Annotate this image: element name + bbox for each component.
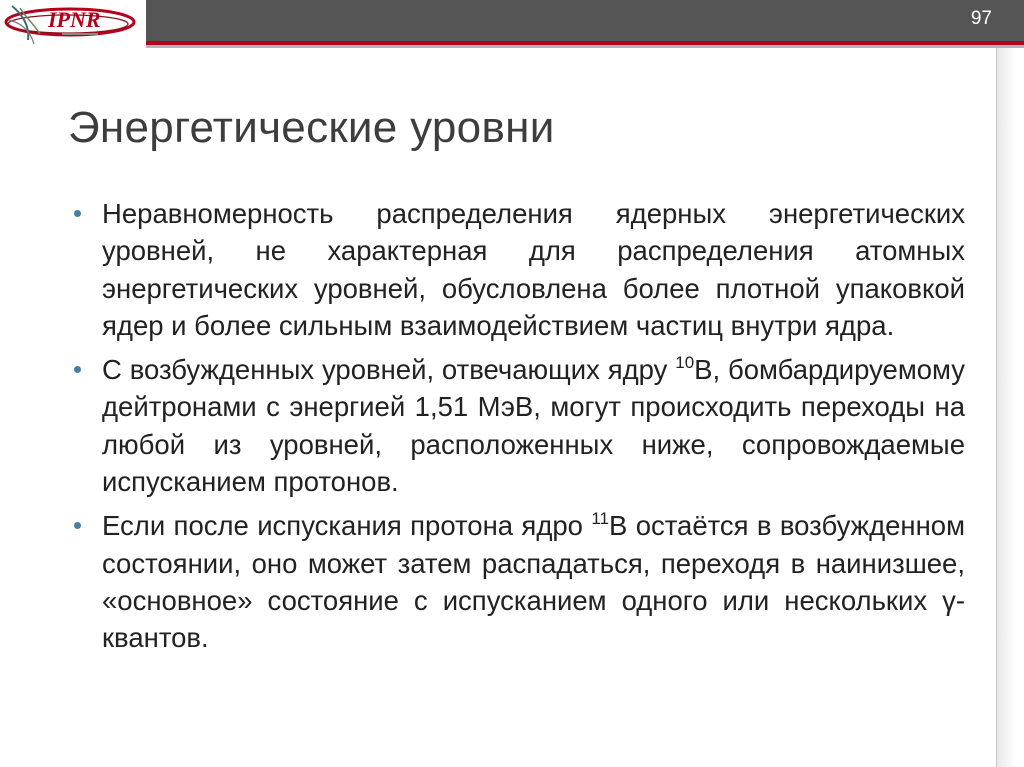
- bullet-dot-icon: [74, 210, 81, 217]
- bullet-text: Если после испускания протона ядро $^{11}$B остаётся в возбужденном состоянии, оно может затем распадаться, переходя в наинизшее, «основное» состояние с испусканием одного или нескольких γ-квантов.: [102, 509, 965, 654]
- bullet-dot-icon: [74, 366, 81, 373]
- ipnr-logo-icon: [0, 0, 146, 48]
- header-accent-line: [146, 41, 1024, 45]
- bullet-item: [74, 195, 965, 344]
- svg-text:IPNR: IPNR: [48, 7, 101, 32]
- bullet-list: [74, 195, 965, 664]
- bullet-dot-icon: [74, 522, 81, 529]
- page-number: 97: [970, 8, 992, 29]
- isotope-superscript: 11: [591, 509, 609, 529]
- bullet-item: [74, 351, 965, 500]
- logo: [0, 0, 146, 48]
- bullet-item: [74, 507, 965, 656]
- header-dark-band: [146, 0, 1024, 41]
- slide-title: Энергетические уровни: [68, 103, 555, 152]
- bullet-text: Неравномерность распределения ядерных энергетических уровней, не характерная для распределения атомных энергетических уровней, обусловлена более плотной упаковкой ядер и более сильным взаимодействием частиц внутри ядра.: [102, 198, 965, 341]
- bullet-text: С возбужденных уровней, отвечающих ядру $^{10}$B, бомбардируемому дейтронами с энергией 1,51 МэВ, могут происходить переходы на любой из уровней, расположенных ниже, сопровождаемые испусканием протонов.: [102, 353, 965, 498]
- right-shadow: [997, 48, 1024, 767]
- isotope-superscript: 10: [675, 353, 695, 373]
